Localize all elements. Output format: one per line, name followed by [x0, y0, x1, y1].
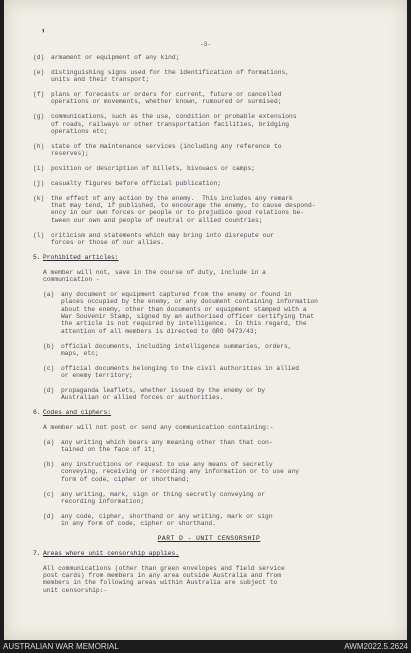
section-5-heading — [33, 254, 385, 261]
item-text-line — [33, 142, 385, 150]
item-text-line — [61, 446, 385, 453]
item-text: ency in our own forces or people or to prejudice good relations be- — [51, 209, 305, 217]
item-text: armament or equipment of any kind; — [51, 54, 180, 61]
list-item — [33, 491, 385, 506]
item-text-line — [61, 468, 385, 475]
item-text-line — [51, 128, 385, 135]
item-text-line — [33, 231, 385, 239]
item-text: any instructions or request to use any means of secretly — [61, 461, 273, 469]
item-text: places occupied by the enemy, or any document containing information — [61, 298, 318, 306]
list-item — [33, 180, 385, 187]
list-item — [33, 195, 385, 225]
item-label: (a) — [43, 290, 55, 298]
handwritten-mark: ' — [40, 29, 47, 41]
archive-footer — [0, 640, 411, 653]
item-label: (h) — [33, 142, 45, 150]
list-item — [33, 91, 385, 106]
section-title: Prohibited articles: — [43, 253, 119, 261]
list-item — [33, 291, 385, 335]
item-text: any code, cipher, shorthand or any writing, mark or sign — [61, 512, 273, 520]
list-item — [33, 461, 385, 483]
item-text: official documents belonging to the civil authorities in allied — [61, 364, 300, 372]
item-label: (j) — [33, 179, 45, 187]
item-text-line — [51, 217, 385, 224]
item-label: (k) — [33, 194, 45, 202]
item-label: (b) — [43, 461, 55, 469]
section-5-items — [33, 291, 385, 402]
item-text-line — [51, 98, 385, 105]
item-label: (l) — [33, 231, 45, 239]
item-text-line — [51, 239, 385, 246]
item-label: (e) — [33, 68, 45, 76]
item-text: operations etc; — [51, 128, 108, 136]
item-label: (f) — [33, 91, 45, 98]
item-text-line — [51, 121, 385, 128]
item-text: casualty figures before official publication; — [51, 179, 222, 187]
item-text: about the enemy, other than documents or equipment stamped with a — [61, 305, 307, 313]
footer-institution: AUSTRALIAN WAR MEMORIAL — [3, 642, 119, 651]
item-text-line — [33, 113, 385, 121]
item-text-line — [61, 394, 385, 401]
item-text: that may tend, if published, to encourage the enemy, to cause despond- — [51, 202, 316, 210]
item-text-line — [61, 313, 385, 320]
item-text-line — [61, 320, 385, 327]
list-item — [33, 365, 385, 380]
item-label: (d) — [43, 387, 55, 395]
section-6-intro — [33, 424, 385, 431]
item-text: recording information; — [61, 498, 145, 506]
item-text: any writing, mark, sign or thing secretly conveying or — [61, 490, 266, 498]
item-text-line — [43, 342, 385, 350]
list-item — [33, 165, 385, 172]
item-text: in any form of code, cipher or shorthand. — [61, 520, 216, 528]
item-label: (g) — [33, 113, 45, 121]
item-text: attention of all members is directed to GRO 0473/43; — [61, 327, 258, 335]
section-6-items — [33, 439, 385, 528]
item-text: War Souvenir Stamp, signed by an authorised officer certifying that — [61, 313, 315, 321]
page-number: -3- — [199, 41, 212, 48]
item-text-line — [61, 372, 385, 379]
item-text-line — [33, 68, 385, 76]
item-text-line — [51, 150, 385, 157]
item-text: forces or those of our allies. — [51, 239, 165, 247]
item-text: or enemy territory; — [61, 372, 133, 380]
section-7-heading — [33, 550, 385, 557]
item-text-line — [61, 520, 385, 527]
item-text: maps, etc; — [61, 350, 99, 358]
item-text: form of code, cipher or shorthand; — [61, 475, 190, 483]
item-text: state of the maintenance services (including any reference to — [51, 142, 282, 150]
footer-accession-number: AWM2022.5.2624 — [344, 642, 408, 651]
part-d-heading: PART D - UNIT CENSORSHIP — [157, 535, 261, 543]
item-text-line — [61, 298, 385, 305]
section-number: 5. — [33, 253, 41, 261]
list-item — [33, 143, 385, 158]
list-item — [33, 343, 385, 358]
paragraph-line: post cards) from members in any area outside Australia and from — [43, 572, 282, 580]
item-text-line — [51, 202, 385, 209]
item-text: propaganda leaflets, whether issued by the enemy or by — [61, 387, 266, 395]
item-text: Australian or allied forces or authorities. — [61, 394, 224, 402]
section-4-items — [33, 54, 385, 246]
paragraph-line: unit censorship:- — [43, 586, 108, 594]
item-text: distinguishing signs used for the identification of formations, — [51, 68, 290, 76]
list-item — [33, 513, 385, 528]
item-text: the effect of any action by the enemy. This includes any remark — [51, 194, 293, 202]
section-number: 6. — [33, 409, 41, 417]
item-text-line — [51, 209, 385, 216]
item-text-line — [51, 76, 385, 83]
item-text-line — [61, 498, 385, 505]
item-text-line — [33, 165, 385, 173]
document-page — [4, 0, 407, 640]
paragraph-line: A member will not, save in the course of duty, include in a — [43, 268, 266, 276]
item-text-line — [43, 438, 385, 446]
item-text-line — [33, 179, 385, 187]
item-label: (c) — [43, 490, 55, 498]
item-text-line — [33, 54, 385, 61]
item-text-line — [61, 476, 385, 483]
item-text-line — [61, 350, 385, 357]
item-text-line — [43, 490, 385, 498]
section-6-heading — [33, 409, 385, 416]
list-item — [33, 113, 385, 135]
item-text: criticism and statements which may bring into disrepute our — [51, 231, 274, 239]
item-text: any writing which bears any meaning other than that con- — [61, 438, 273, 446]
item-label: (c) — [43, 364, 55, 372]
item-text-line — [33, 91, 385, 98]
item-text: reserves); — [51, 150, 89, 158]
item-text: units and their transport; — [51, 76, 150, 84]
item-text-line — [61, 328, 385, 335]
item-text: communications, such as the use, condition or probable extensions — [51, 113, 297, 121]
section-title: Codes and ciphers: — [43, 409, 112, 417]
list-item — [33, 54, 385, 61]
paragraph-line: members in the following areas within Australia are subject to — [43, 579, 278, 587]
item-text-line — [43, 461, 385, 469]
item-text-line — [43, 364, 385, 372]
item-text: the article is not required by intelligence. In this regard, the — [61, 320, 307, 328]
paragraph-line: A member will not post or send any communication containing:- — [43, 424, 274, 432]
list-item — [33, 439, 385, 454]
section-5-intro — [33, 269, 385, 284]
paragraph-line: communication - — [43, 276, 100, 284]
section-title: Areas where unit censorship applies. — [43, 549, 180, 557]
item-text-line — [43, 387, 385, 395]
item-label: (a) — [43, 438, 55, 446]
item-text: operations or movements, whether known, rumoured or surmised; — [51, 98, 282, 106]
item-text-line — [33, 194, 385, 202]
item-text: position or description of billets, bivouacs or camps; — [51, 165, 256, 173]
section-7-intro — [33, 565, 385, 595]
list-item — [33, 69, 385, 84]
item-label: (b) — [43, 342, 55, 350]
item-label: (d) — [33, 54, 45, 61]
item-text: conveying, receiving or recording any information or to use any — [61, 468, 300, 476]
list-item — [33, 232, 385, 247]
item-label: (i) — [33, 165, 45, 173]
item-text: official documents, including intelligence summaries, orders, — [61, 342, 292, 350]
item-text-line — [43, 290, 385, 298]
item-text: any document or equipment captured from the enemy or found in — [61, 290, 292, 298]
item-text-line — [61, 306, 385, 313]
item-text: tween our own and people of neutral or allied countries; — [51, 216, 263, 224]
paragraph-line: All communications (other than green envelopes and field service — [43, 564, 285, 572]
item-label: (d) — [43, 512, 55, 520]
document-body — [33, 54, 385, 602]
item-text-line — [43, 512, 385, 520]
item-text: tained on the face of it; — [61, 446, 156, 454]
section-number: 7. — [33, 549, 41, 557]
item-text: of roads, railways or other transportation facilities, bridging — [51, 120, 290, 128]
item-text: plans or forecasts or orders for current, future or cancelled — [51, 91, 282, 98]
list-item — [33, 387, 385, 402]
